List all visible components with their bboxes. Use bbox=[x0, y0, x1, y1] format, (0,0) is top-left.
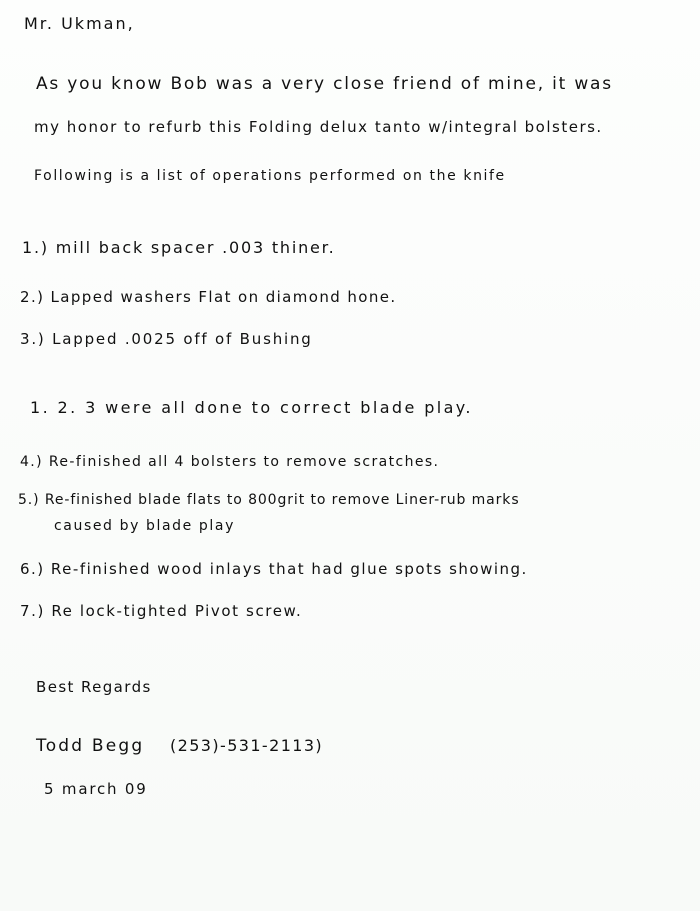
signature-name: Todd Begg bbox=[36, 736, 145, 756]
intro-line-1: As you know Bob was a very close friend of mine, it was bbox=[36, 74, 613, 94]
operation-2: 2.) Lapped washers Flat on diamond hone. bbox=[20, 288, 397, 306]
salutation: Mr. Ukman, bbox=[24, 14, 135, 33]
operation-6: 6.) Re-finished wood inlays that had glue spots showing. bbox=[20, 560, 528, 578]
operation-4: 4.) Re-finished all 4 bolsters to remove scratches. bbox=[20, 454, 440, 470]
intro-line-3: Following is a list of operations performed on the knife bbox=[34, 168, 506, 184]
operation-3: 3.) Lapped .0025 off of Bushing bbox=[20, 330, 313, 348]
operation-1: 1.) mill back spacer .003 thiner. bbox=[22, 238, 336, 257]
operation-5-line-1: 5.) Re-finished blade flats to 800grit to remove Liner-rub marks bbox=[18, 492, 520, 508]
closing: Best Regards bbox=[36, 678, 152, 696]
operation-7: 7.) Re lock-tighted Pivot screw. bbox=[20, 602, 303, 620]
letter-date: 5 march 09 bbox=[44, 780, 148, 798]
signature-phone: (253)-531-2113) bbox=[170, 736, 324, 755]
operation-5-line-2: caused by blade play bbox=[54, 518, 235, 534]
operations-note: 1. 2. 3 were all done to correct blade play. bbox=[30, 398, 473, 417]
intro-line-2: my honor to refurb this Folding delux tanto w/integral bolsters. bbox=[34, 118, 603, 136]
